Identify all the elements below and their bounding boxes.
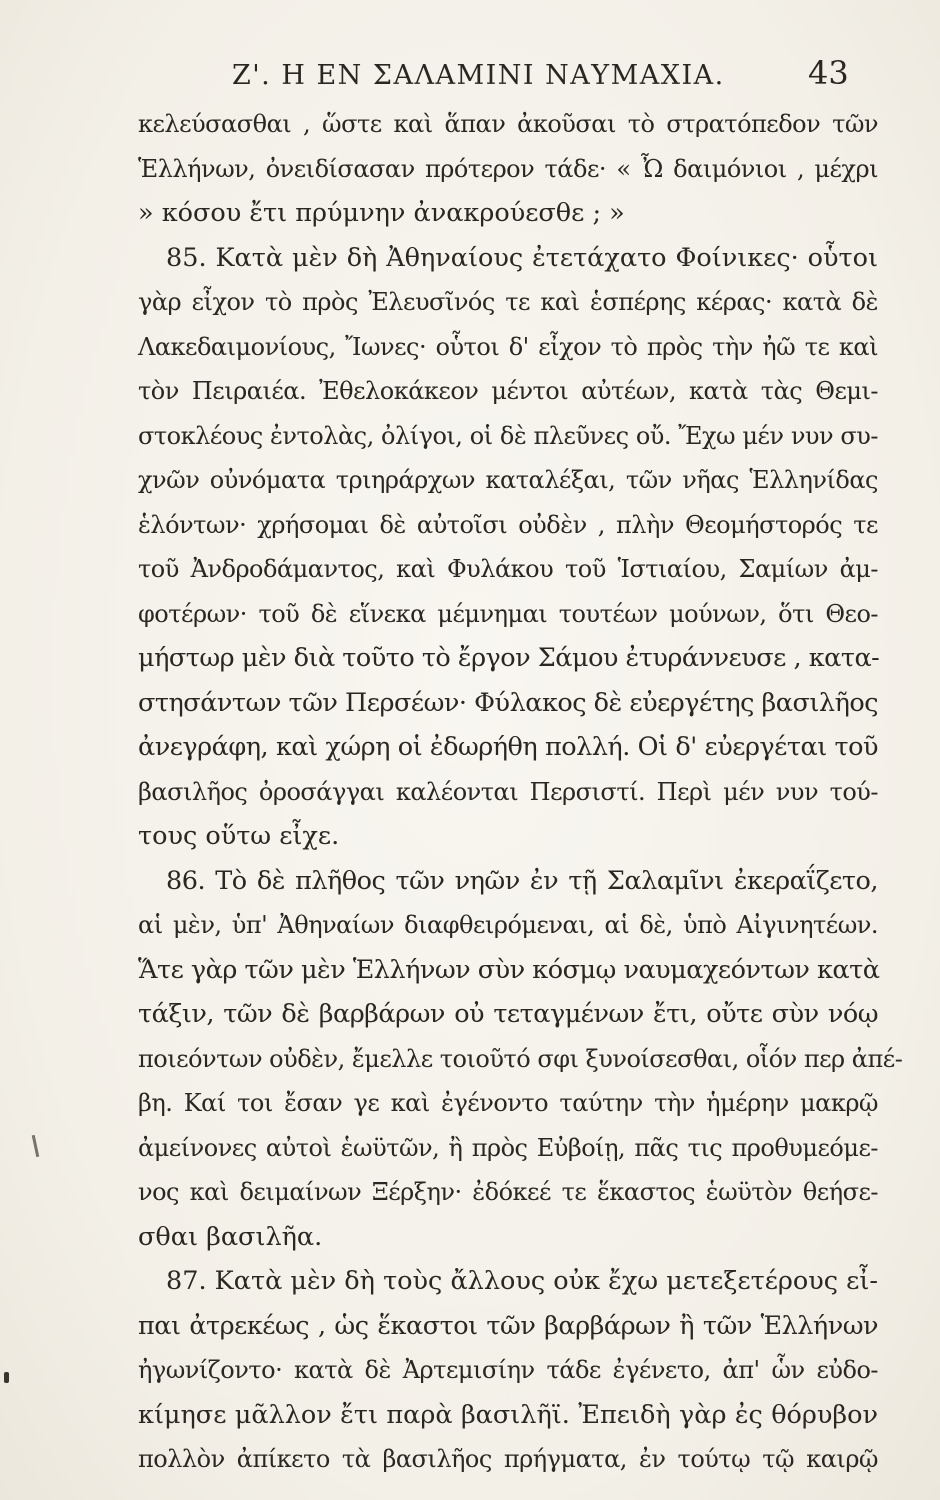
- text-line: στοκλέους ἐντολὰς, ὀλίγοι, οἱ δὲ πλεῦνες οὔ. Ἔχω μέν νυν συ-: [138, 421, 878, 450]
- text-line: γὰρ εἶχον τὸ πρὸς Ἐλευσῖνός τε καὶ ἑσπέρης κέρας· κατὰ δὲ: [138, 288, 878, 316]
- body-text: [138, 102, 903, 1482]
- text-line: βη. Καί τοι ἔσαν γε καὶ ἐγένοντο ταύτην τὴν ἡμέρην μακρῷ: [138, 1089, 878, 1117]
- text-line: χνῶν οὐνόματα τριηράρχων καταλέξαι, τῶν νῆας Ἑλληνίδας: [138, 466, 878, 494]
- page-header: [0, 54, 940, 100]
- text-line: πολλὸν ἀπίκετο τὰ βασιλῆος πρήγματα, ἐν τούτῳ τῷ καιρῷ: [138, 1445, 878, 1473]
- paragraph-86-start: 86. Τὸ δὲ πλῆθος τῶν νηῶν ἐν τῇ Σαλαμῖνι ἐκεραΐζετο,: [166, 865, 878, 896]
- paragraph-85-start: 85. Κατὰ μὲν δὴ Ἀθηναίους ἐτετάχατο Φοίνικες· οὗτοι: [166, 242, 878, 273]
- text-line: σθαι βασιλῆα.: [138, 1221, 323, 1252]
- text-line: ἠγωνίζοντο· κατὰ δὲ Ἀρτεμισίην τάδε ἐγένετο, ἀπ' ὧν εὐδο-: [138, 1356, 878, 1384]
- text-line: τοῦ Ἀνδροδάμαντος, καὶ Φυλάκου τοῦ Ἱστιαίου, Σαμίων ἀμ-: [138, 555, 878, 583]
- text-line: ποιεόντων οὐδὲν, ἔμελλε τοιοῦτό σφι ξυνοίσεσθαι, οἷόν περ ἀπέ-: [138, 1044, 903, 1073]
- text-line: κίμησε μᾶλλον ἔτι παρὰ βασιλῆϊ. Ἐπειδὴ γὰρ ἐς θόρυβον: [138, 1399, 878, 1430]
- text-line: αἱ μὲν, ὑπ' Ἀθηναίων διαφθειρόμεναι, αἱ δὲ, ὑπὸ Αἰγινητέων.: [138, 911, 878, 939]
- paragraph-87-start: 87. Κατὰ μὲν δὴ τοὺς ἄλλους οὐκ ἔχω μετεξετέρους εἶ-: [166, 1266, 878, 1296]
- text-line: ἀμείνονες αὐτοὶ ἑωϋτῶν, ἢ πρὸς Εὐβοίῃ, πᾶς τις προθυμεόμε-: [138, 1133, 878, 1162]
- page-number: 43: [808, 54, 849, 92]
- text-line: Ἅτε γὰρ τῶν μὲν Ἑλλήνων σὺν κόσμῳ ναυμαχεόντων κατὰ: [138, 954, 880, 985]
- running-head: Ζ'. Η ΕΝ ΣΑΛΑΜΙΝΙ ΝΑΥΜΑΧΙΑ.: [232, 60, 725, 91]
- margin-pencil-mark: [32, 1135, 40, 1157]
- text-line: παι ἀτρεκέως , ὡς ἕκαστοι τῶν βαρβάρων ἢ τῶν Ἑλλήνων: [138, 1310, 878, 1341]
- text-line: Ἑλλήνων, ὀνειδίσασαν πρότερον τάδε· « Ὦ δαιμόνιοι , μέχρι: [138, 154, 878, 183]
- text-line: τους οὕτω εἶχε.: [138, 821, 340, 851]
- text-line: ἀνεγράφη, καὶ χώρη οἱ ἐδωρήθη πολλή. Οἱ δ' εὐεργέται τοῦ: [138, 732, 878, 762]
- text-line: κελεύσασθαι , ὥστε καὶ ἅπαν ἀκοῦσαι τὸ στρατόπεδον τῶν: [138, 110, 878, 138]
- text-line: » κόσου ἔτι πρύμνην ἀνακρούεσθε ; »: [138, 198, 625, 228]
- text-line: στησάντων τῶν Περσέων· Φύλακος δὲ εὐεργέτης βασιλῆος: [138, 687, 878, 718]
- text-line: νος καὶ δειμαίνων Ξέρξην· ἐδόκεέ τε ἕκαστος ἑωϋτὸν θεήσε-: [138, 1178, 878, 1206]
- text-line: μήστωρ μὲν διὰ τοῦτο τὸ ἔργον Σάμου ἐτυράννευσε , κατα-: [138, 643, 880, 673]
- text-line: τάξιν, τῶν δὲ βαρβάρων οὐ τεταγμένων ἔτι, οὔτε σὺν νόῳ: [138, 999, 878, 1029]
- text-line: ἑλόντων· χρήσομαι δὲ αὐτοῖσι οὐδὲν , πλὴν Θεομήστορός τε: [138, 510, 878, 539]
- edge-ink-mark: [4, 1372, 9, 1383]
- text-line: φοτέρων· τοῦ δὲ εἵνεκα μέμνημαι τουτέων μούνων, ὅτι Θεο-: [138, 599, 878, 628]
- text-line: Λακεδαιμονίους, Ἴωνες· οὗτοι δ' εἶχον τὸ πρὸς τὴν ἠῶ τε καὶ: [138, 332, 878, 361]
- text-line: βασιλῆος ὀροσάγγαι καλέονται Περσιστί. Περὶ μέν νυν τού-: [138, 777, 878, 806]
- text-line: τὸν Πειραιέα. Ἐθελοκάκεον μέντοι αὐτέων, κατὰ τὰς Θεμι-: [138, 377, 878, 405]
